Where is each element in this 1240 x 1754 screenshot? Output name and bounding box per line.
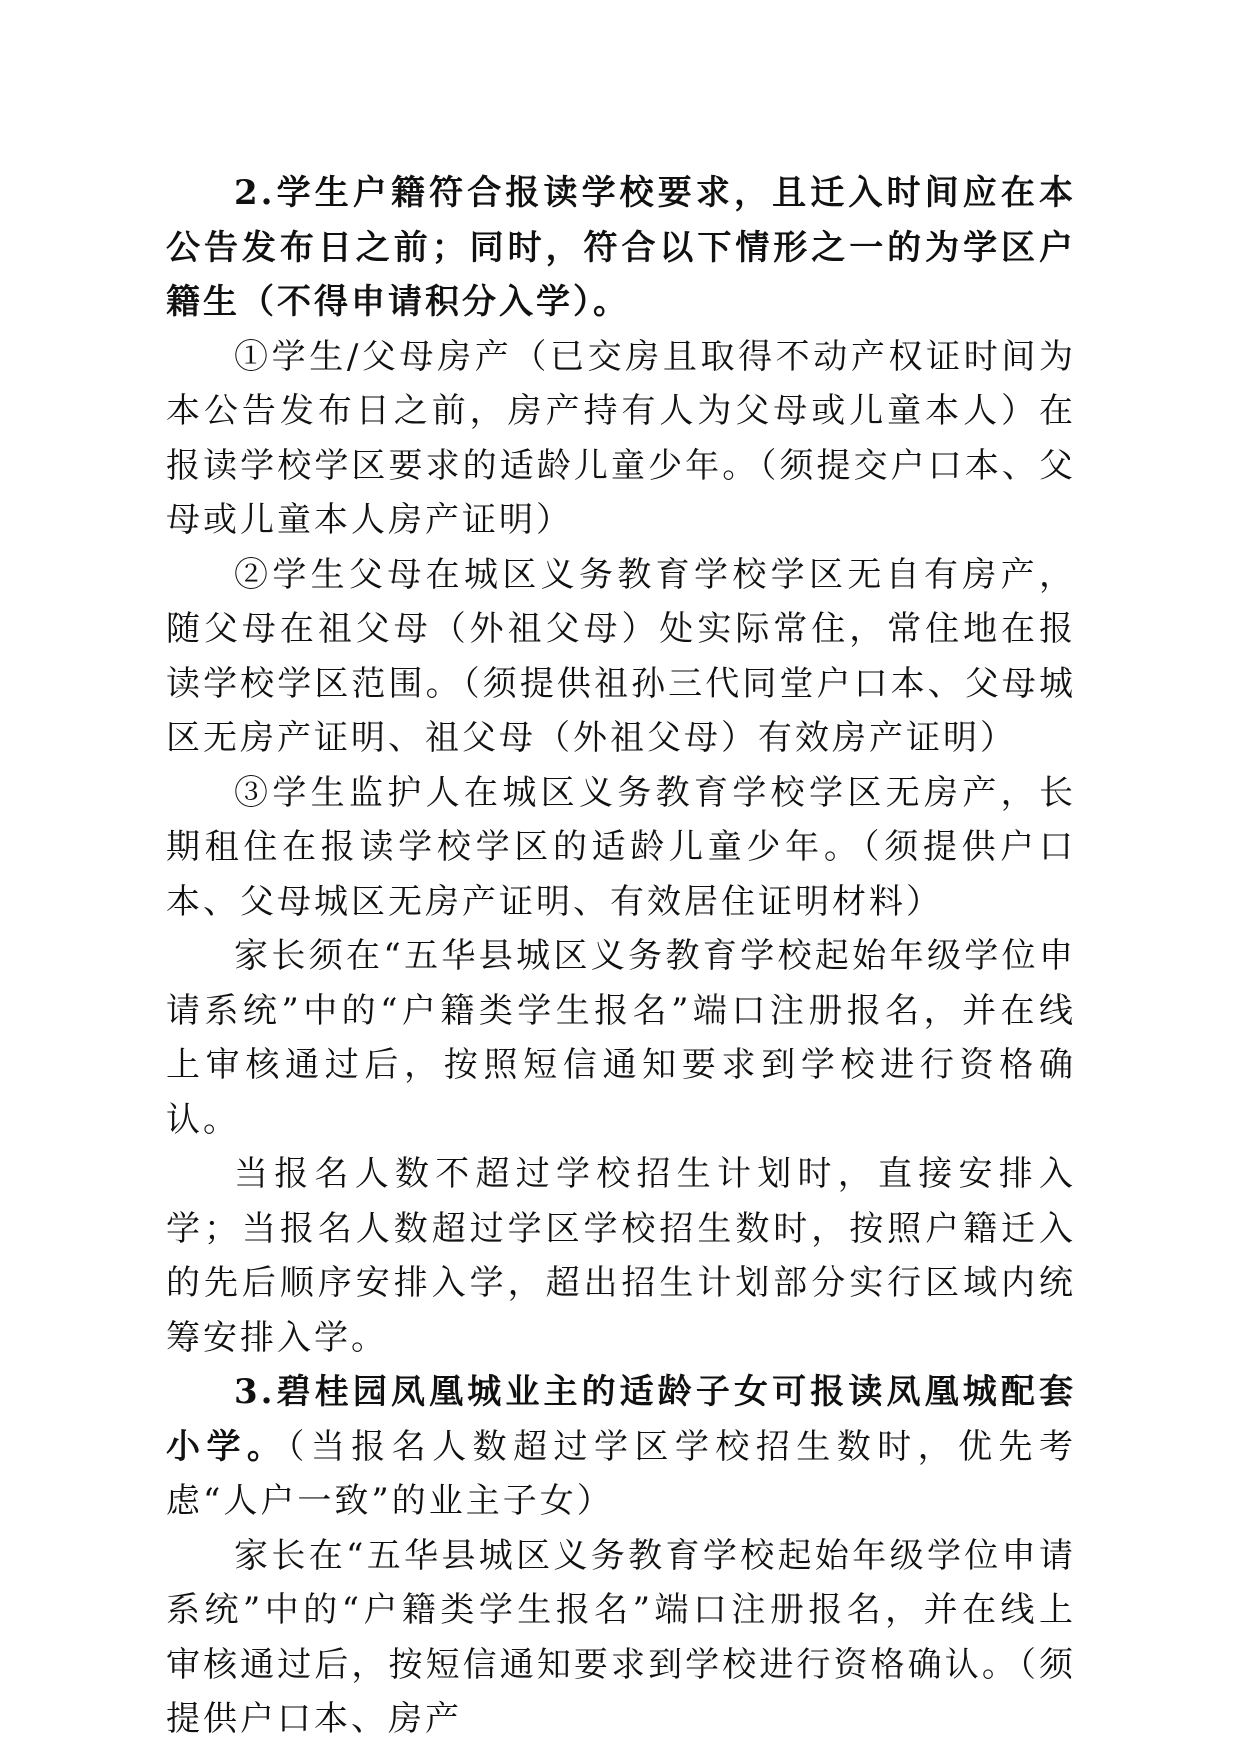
condition-2-paragraph: ②学生父母在城区义务教育学校学区无自有房产，随父母在祖父母（外祖父母）处实际常住，常住地在报读学校学区范围。（须提供祖孙三代同堂户口本、父母城区无房产证明、祖父母（外祖父母）有效房产证明）	[166, 554, 1076, 758]
condition-3-paragraph: ③学生监护人在城区义务教育学校学区无房产，长期租住在报读学校学区的适龄儿童少年。（须提供户口本、父母城区无房产证明、有效居住证明材料）	[166, 772, 1076, 922]
condition-1-paragraph: ①学生/父母房产（已交房且取得不动产权证时间为本公告发布日之前，房产持有人为父母或儿童本人）在报读学校学区要求的适龄儿童少年。（须提交户口本、父母或儿童本人房产证明）	[166, 336, 1076, 540]
section-3-instruction-paragraph: 家长在“五华县城区义务教育学校起始年级学位申请系统”中的“户籍类学生报名”端口注册报名，并在线上审核通过后，按短信通知要求到学校进行资格确认。（须提供户口本、房产	[166, 1535, 1076, 1739]
admission-rule-paragraph: 当报名人数不超过学校招生计划时，直接安排入学；当报名人数超过学区学校招生数时，按照户籍迁入的先后顺序安排入学，超出招生计划部分实行区域内统筹安排入学。	[166, 1154, 1076, 1358]
section-3-heading: 3.碧桂园凤凰城业主的适龄子女可报读凤凰城配套小学。	[166, 1372, 1076, 1467]
section-3-paragraph	[166, 1365, 1076, 1529]
section-3-note: （当报名人数超过学区学校招生数时，优先考虑“人户一致”的业主子女）	[166, 1426, 1077, 1521]
registration-instruction-paragraph: 家长须在“五华县城区义务教育学校起始年级学位申请系统”中的“户籍类学生报名”端口注册报名，并在线上审核通过后，按照短信通知要求到学校进行资格确认。	[166, 936, 1076, 1140]
section-2-heading: 2.学生户籍符合报读学校要求，且迁入时间应在本公告发布日之前；同时，符合以下情形之一的为学区户籍生（不得申请积分入学）。	[166, 173, 1076, 322]
document-page	[166, 166, 1076, 1747]
